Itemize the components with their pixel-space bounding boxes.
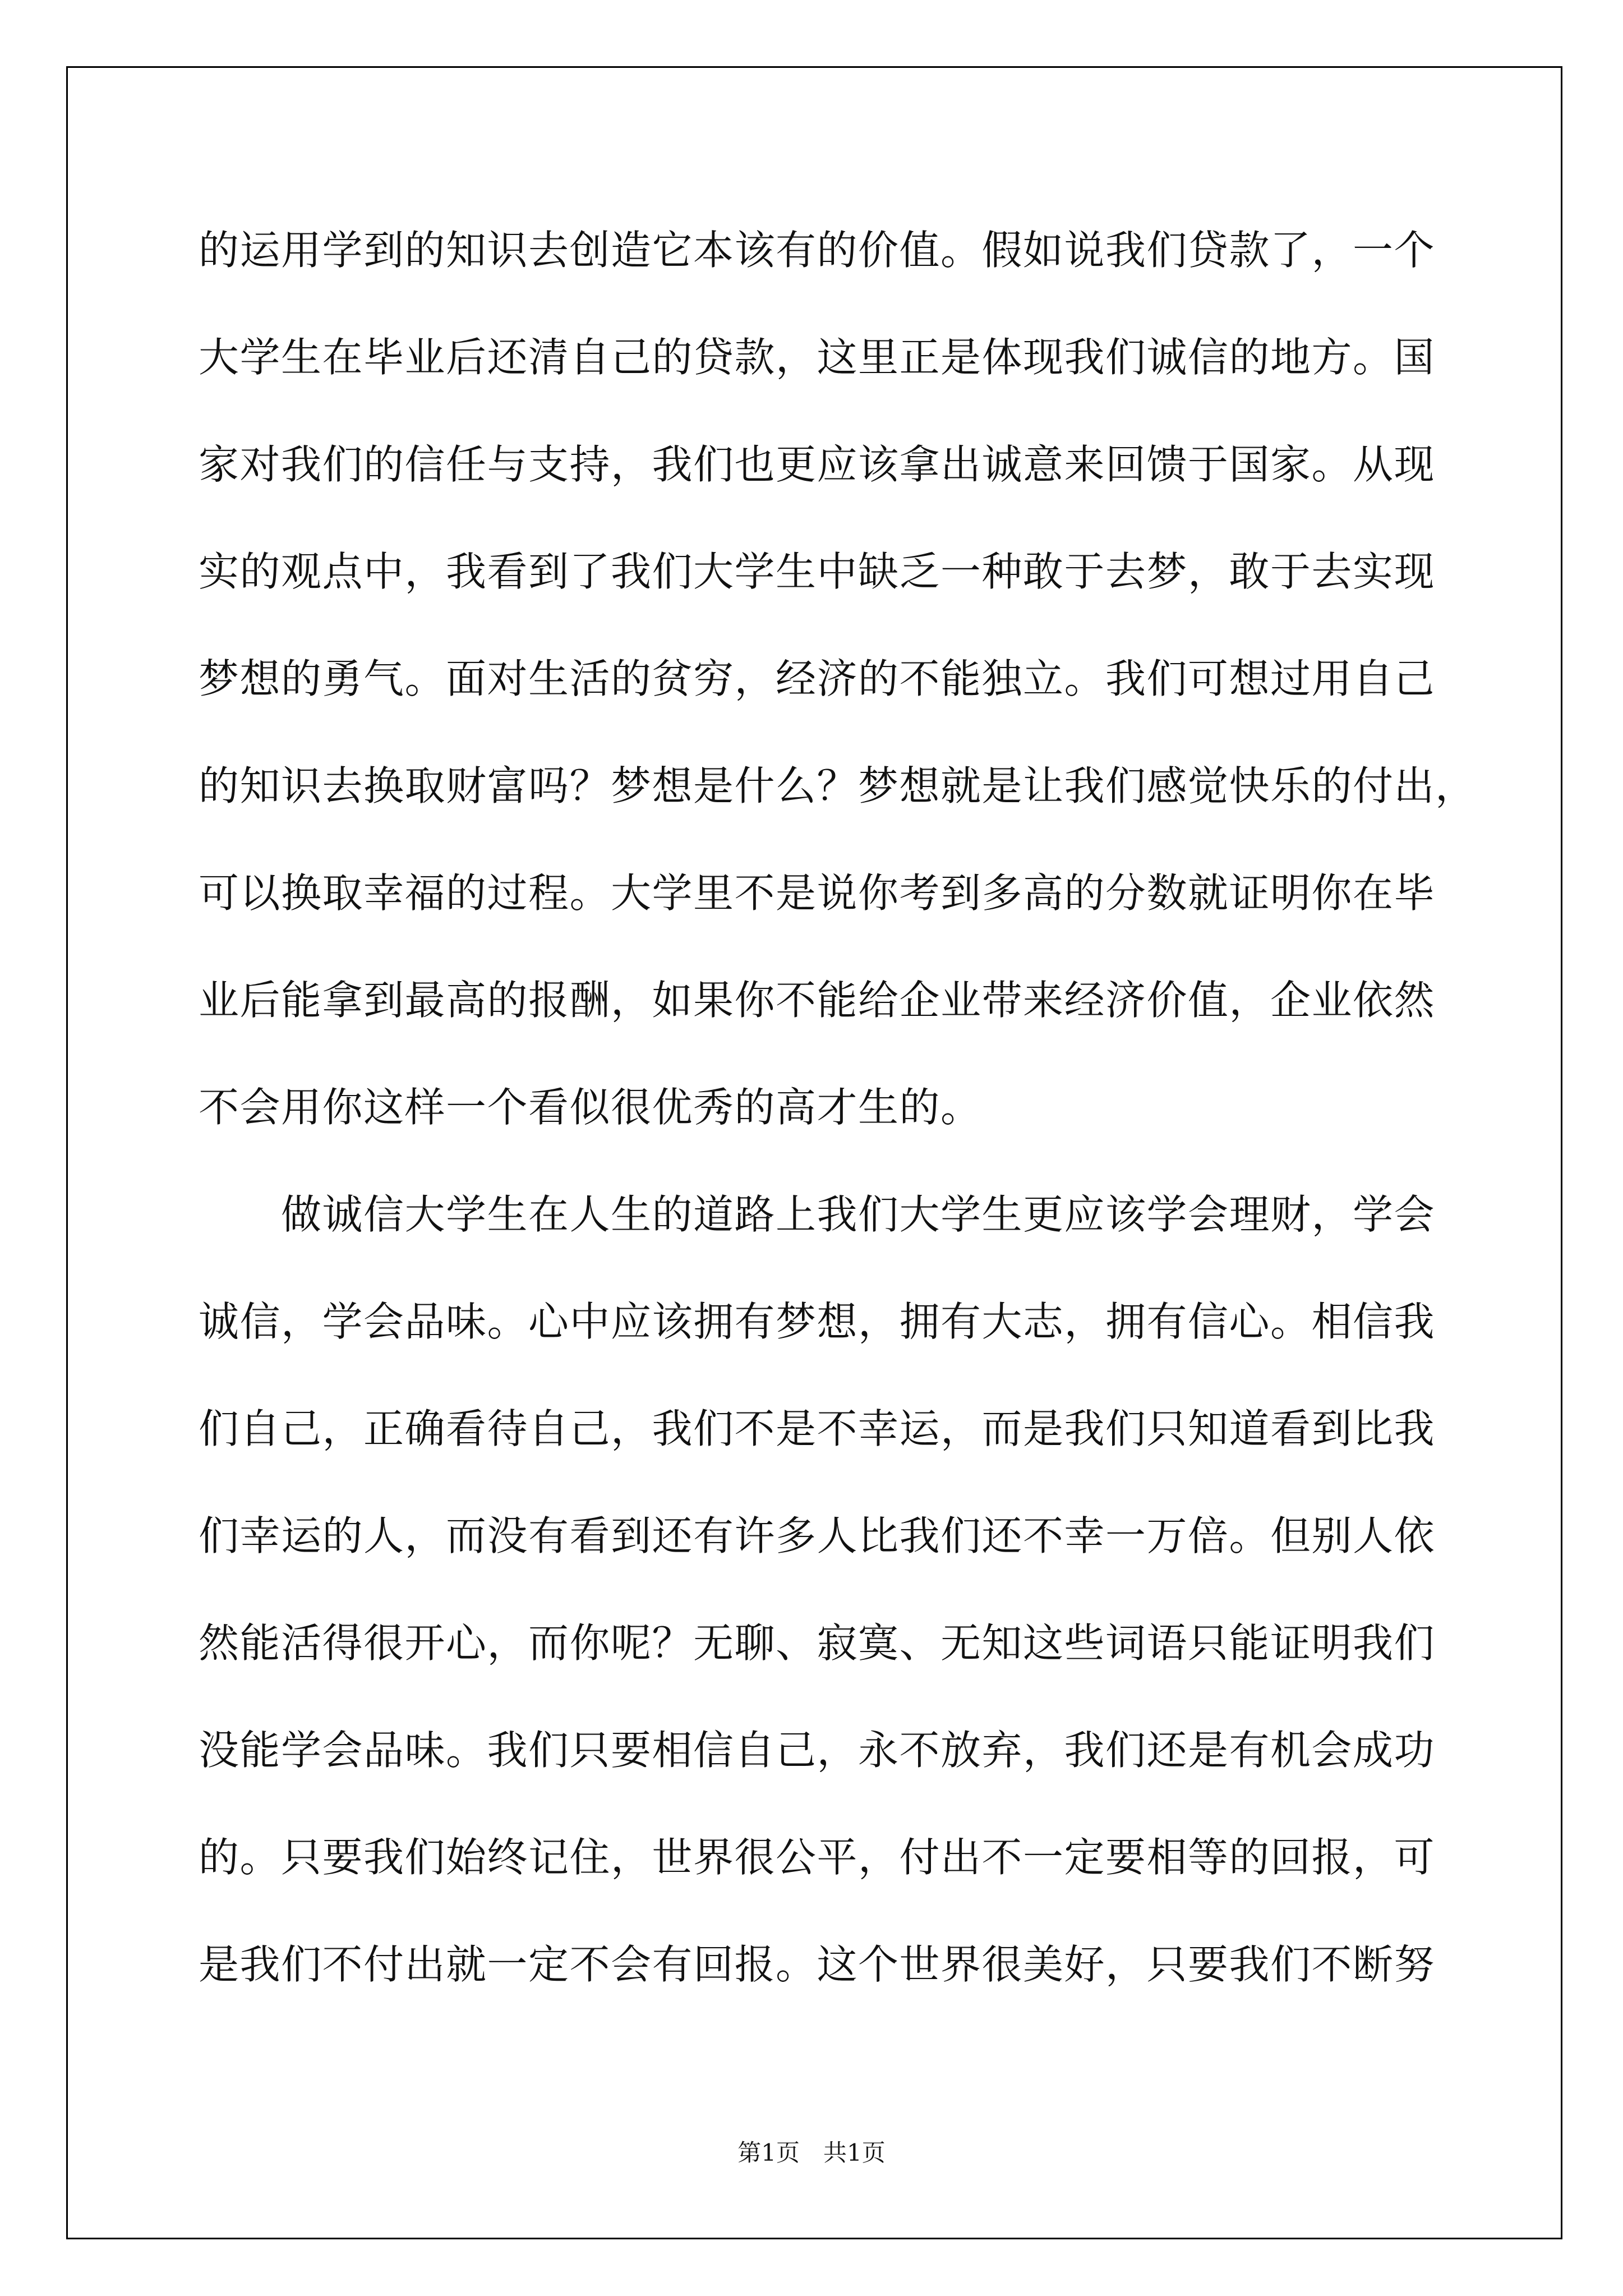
text-line: 不会用你这样一个看似很优秀的高才生的。 xyxy=(199,1084,982,1131)
text-line: 是我们不付出就一定不会有回报。这个世界很美好，只要我们不断努 xyxy=(199,1941,1436,1988)
text-line: 可以换取幸福的过程。大学里不是说你考到多高的分数就证明你在毕 xyxy=(199,869,1436,917)
text-line: 们幸运的人，而没有看到还有许多人比我们还不幸一万倍。但别人依 xyxy=(199,1512,1436,1559)
page-number: 第1页 xyxy=(737,2139,800,2166)
text-line: 家对我们的信任与支持，我们也更应该拿出诚意来回馈于国家。从现 xyxy=(199,441,1436,488)
paragraph-1 xyxy=(199,197,1488,1161)
paragraph-2 xyxy=(199,1161,1488,2018)
text-line: 的。只要我们始终记住，世界很公平，付出不一定要相等的回报，可 xyxy=(199,1834,1436,1881)
text-line: 然能活得很开心，而你呢？无聊、寂寞、无知这些词语只能证明我们 xyxy=(199,1619,1436,1667)
document-body xyxy=(199,197,1488,2018)
text-line: 们自己，正确看待自己，我们不是不幸运，而是我们只知道看到比我 xyxy=(199,1405,1436,1452)
page-footer xyxy=(0,2136,1623,2170)
text-line: 实的观点中，我看到了我们大学生中缺乏一种敢于去梦，敢于去实现 xyxy=(199,548,1436,595)
text-line: 业后能拿到最高的报酬，如果你不能给企业带来经济价值，企业依然 xyxy=(199,977,1436,1024)
page-total: 共1页 xyxy=(823,2139,886,2166)
text-line: 的知识去换取财富吗？梦想是什么？梦想就是让我们感觉快乐的付出， xyxy=(199,762,1477,809)
text-line: 没能学会品味。我们只要相信自己，永不放弃，我们还是有机会成功 xyxy=(199,1727,1436,1774)
text-line: 诚信，学会品味。心中应该拥有梦想，拥有大志，拥有信心。相信我 xyxy=(199,1298,1436,1345)
text-line: 的运用学到的知识去创造它本该有的价值。假如说我们贷款了，一个 xyxy=(199,227,1436,274)
text-line: 梦想的勇气。面对生活的贫穷，经济的不能独立。我们可想过用自己 xyxy=(199,655,1436,702)
text-line: 做诚信大学生在人生的道路上我们大学生更应该学会理财，学会 xyxy=(281,1191,1436,1238)
text-line: 大学生在毕业后还清自己的贷款，这里正是体现我们诚信的地方。国 xyxy=(199,334,1436,381)
